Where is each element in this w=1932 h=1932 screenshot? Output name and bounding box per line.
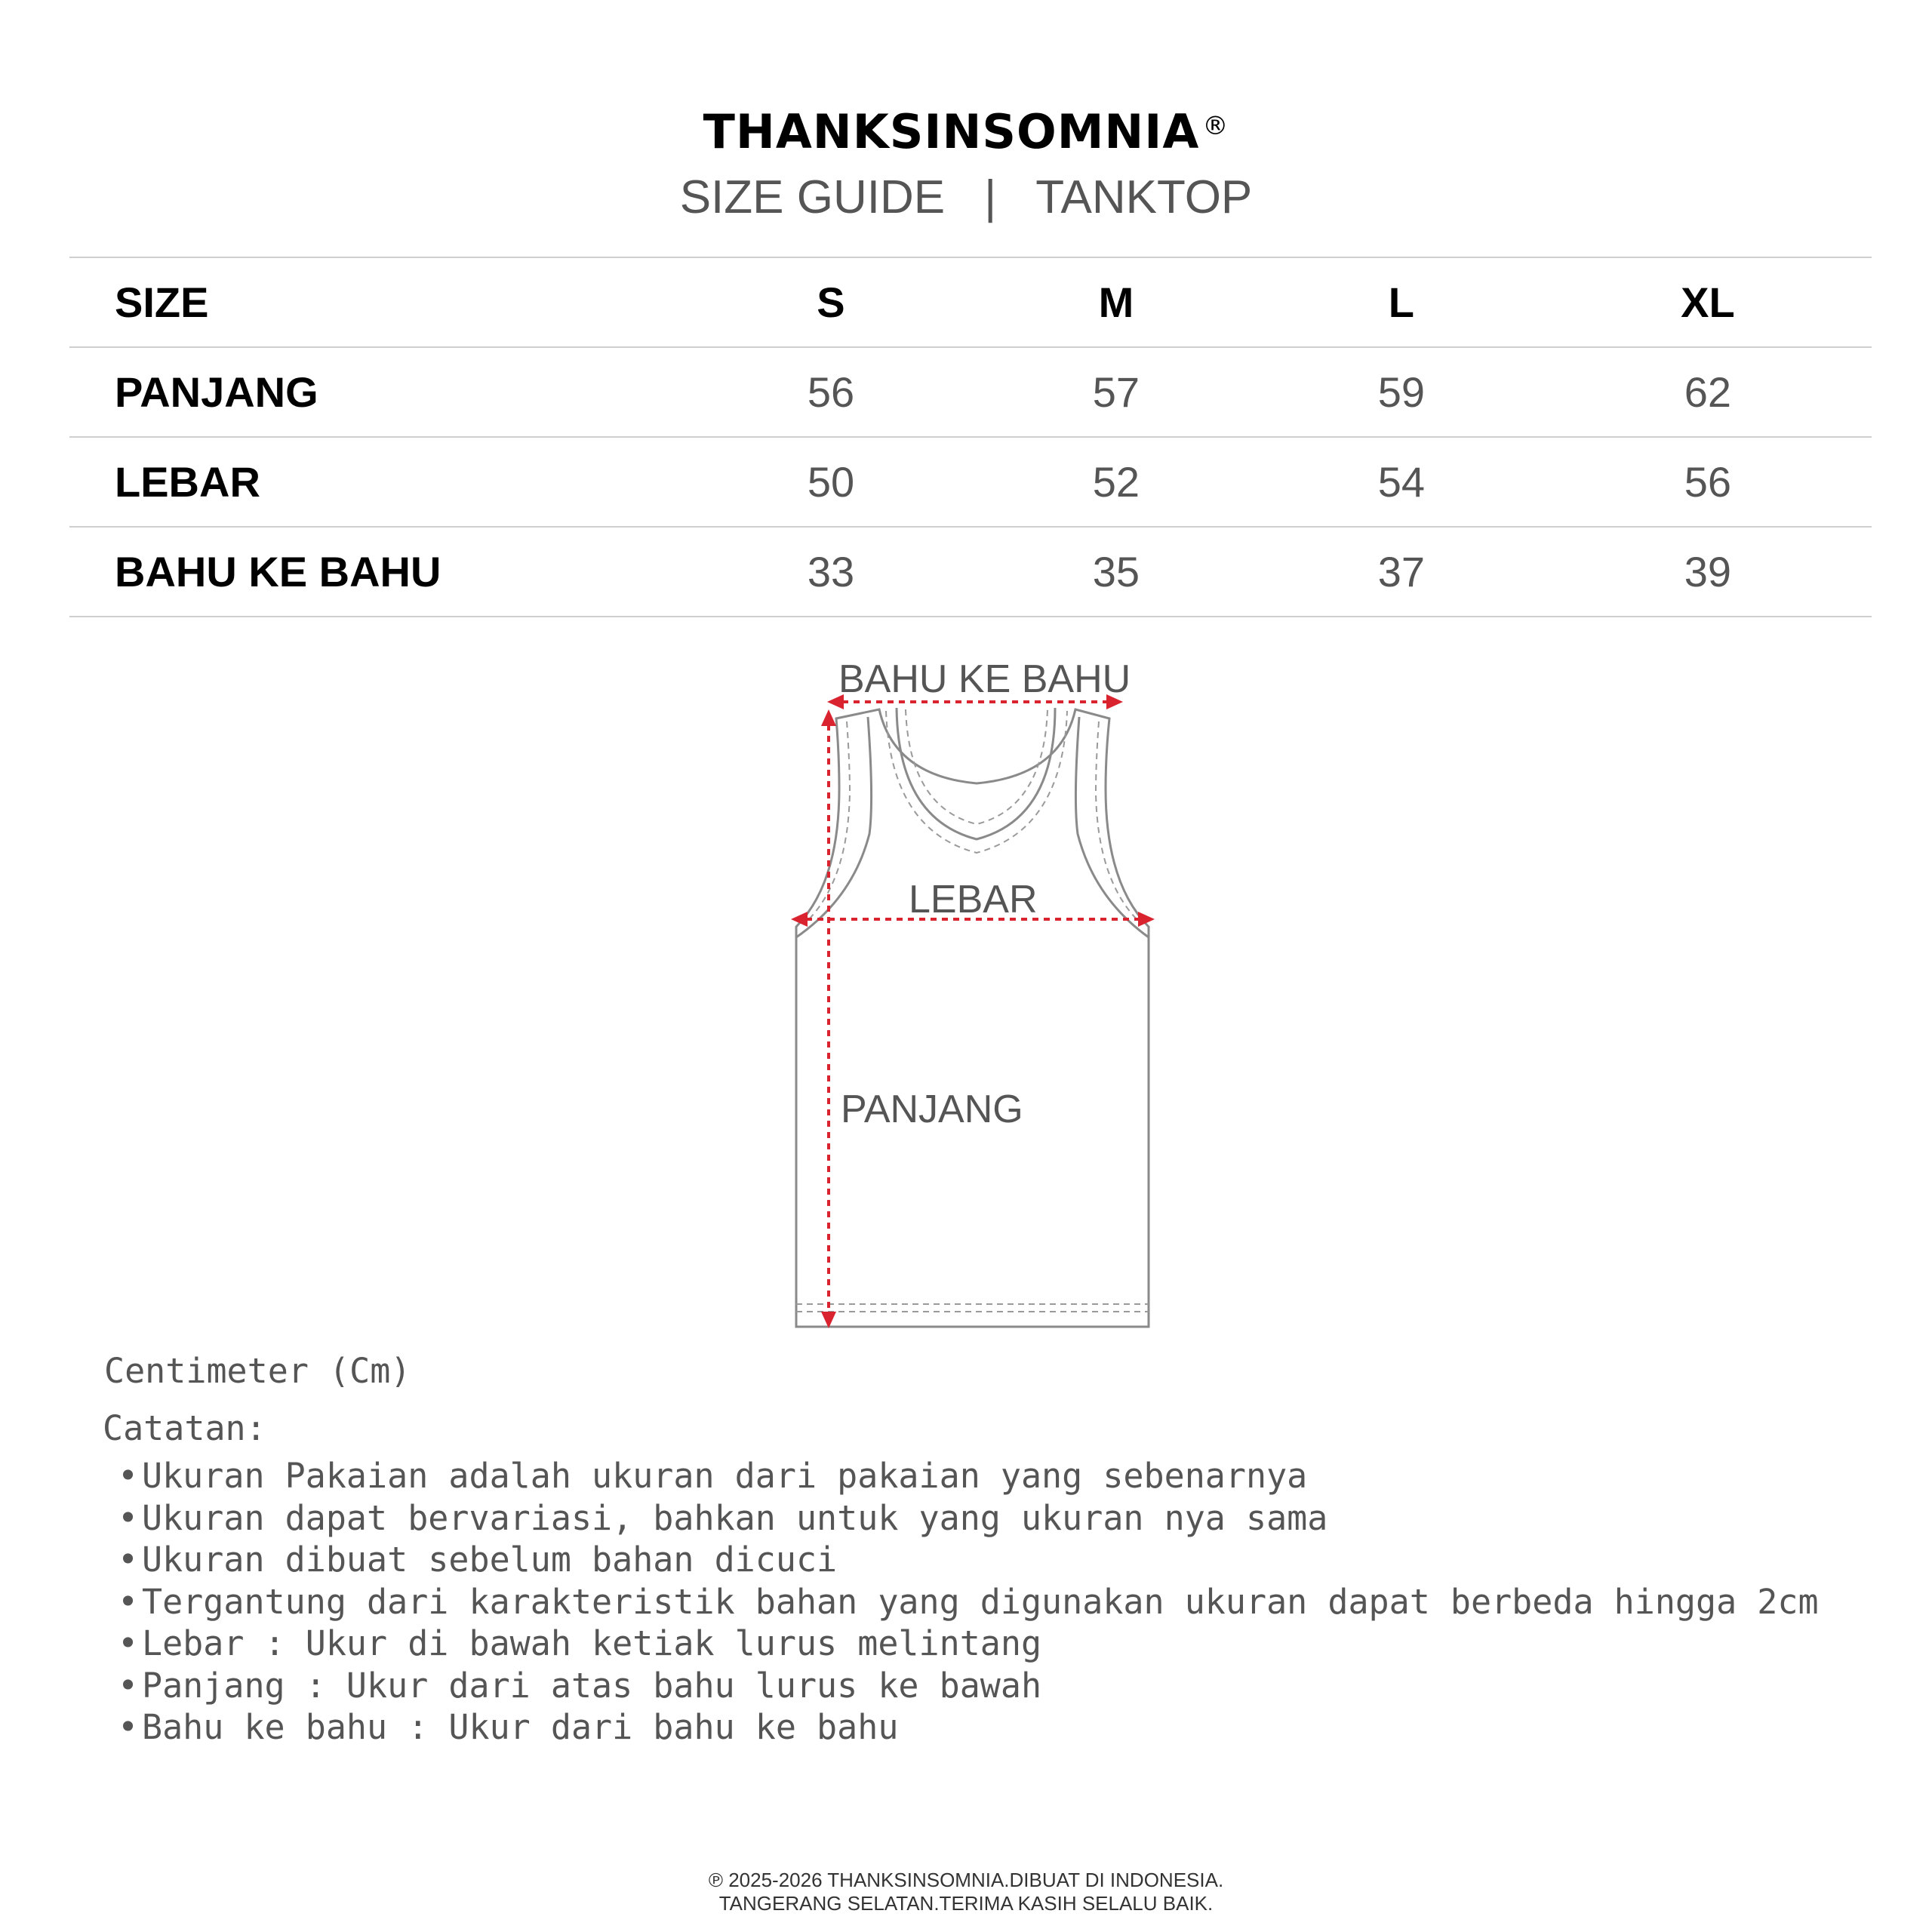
list-item <box>118 1706 1819 1749</box>
header-cell-size: SIZE <box>69 257 688 347</box>
table-cell: 62 <box>1544 347 1872 437</box>
notes-title: Catatan: <box>103 1408 266 1448</box>
bullet: • <box>118 1581 139 1622</box>
row-label-lebar: LEBAR <box>69 437 688 527</box>
table-cell: 39 <box>1544 527 1872 617</box>
note-text: Bahu ke bahu : Ukur dari bahu ke bahu <box>142 1707 899 1747</box>
table-cell: 56 <box>1544 437 1872 527</box>
header-cell-s: S <box>688 257 974 347</box>
row-label-bahu-ke-bahu: BAHU KE BAHU <box>69 527 688 617</box>
table-cell: 50 <box>688 437 974 527</box>
title-product: TANKTOP <box>1035 171 1253 223</box>
list-item <box>118 1623 1819 1665</box>
row-label-panjang: PANJANG <box>69 347 688 437</box>
bullet: • <box>118 1665 139 1706</box>
note-text: Lebar : Ukur di bawah ketiak lurus melintang <box>142 1623 1042 1663</box>
tanktop-illustration <box>785 649 1177 1343</box>
table-row <box>69 347 1872 437</box>
header-cell-m: M <box>974 257 1259 347</box>
table-cell: 59 <box>1259 347 1544 437</box>
table-cell: 52 <box>974 437 1259 527</box>
unit-label: Centimeter (Cm) <box>104 1351 411 1391</box>
bullet: • <box>118 1497 139 1538</box>
stitch-lines <box>796 709 1149 1312</box>
note-text: Tergantung dari karakteristik bahan yang digunakan ukuran dapat berbeda hingga 2cm <box>142 1581 1819 1622</box>
list-item <box>118 1539 1819 1581</box>
table-header-row <box>69 257 1872 347</box>
footer-line-1: ℗ 2025-2026 THANKSINSOMNIA.DIBUAT DI INDONESIA. <box>708 1869 1224 1891</box>
footer <box>0 1869 1932 1915</box>
bullet: • <box>118 1623 139 1663</box>
brand-logo <box>0 98 1932 166</box>
table-row <box>69 437 1872 527</box>
table-cell: 57 <box>974 347 1259 437</box>
list-item <box>118 1455 1819 1497</box>
bullet: • <box>118 1540 139 1580</box>
label-length: PANJANG <box>841 1088 1023 1131</box>
note-text: Ukuran dibuat sebelum bahan dicuci <box>142 1540 838 1580</box>
measure-lines <box>806 702 1140 1313</box>
note-text: Ukuran dapat bervariasi, bahkan untuk yang ukuran nya sama <box>142 1497 1328 1538</box>
title-separator: | <box>984 171 997 223</box>
list-item <box>118 1665 1819 1707</box>
registered-mark: ® <box>1202 111 1229 141</box>
header-cell-xl: XL <box>1544 257 1872 347</box>
footer-line-2: TANGERANG SELATAN.TERIMA KASIH SELALU BAIK. <box>718 1892 1214 1915</box>
table-cell: 54 <box>1259 437 1544 527</box>
note-text: Panjang : Ukur dari atas bahu lurus ke bawah <box>142 1665 1042 1706</box>
table-row <box>69 527 1872 617</box>
title-size-guide: SIZE GUIDE <box>679 171 946 223</box>
tanktop-diagram <box>785 649 1177 1343</box>
arrow-up-icon <box>821 709 836 726</box>
table-cell: 35 <box>974 527 1259 617</box>
list-item <box>118 1497 1819 1540</box>
bullet: • <box>118 1456 139 1496</box>
notes-list <box>118 1455 1819 1749</box>
size-table <box>69 257 1872 617</box>
label-width: LEBAR <box>909 878 1038 921</box>
page-title <box>0 168 1932 228</box>
table-cell: 37 <box>1259 527 1544 617</box>
table-cell: 33 <box>688 527 974 617</box>
table-cell: 56 <box>688 347 974 437</box>
list-item <box>118 1581 1819 1623</box>
brand-name: THANKSINSOMNIA <box>703 104 1200 159</box>
measure-arrowheads <box>791 694 1155 1328</box>
header-cell-l: L <box>1259 257 1544 347</box>
note-text: Ukuran Pakaian adalah ukuran dari pakaian yang sebenarnya <box>142 1456 1308 1496</box>
bullet: • <box>118 1707 139 1747</box>
label-shoulder: BAHU KE BAHU <box>838 657 1131 701</box>
